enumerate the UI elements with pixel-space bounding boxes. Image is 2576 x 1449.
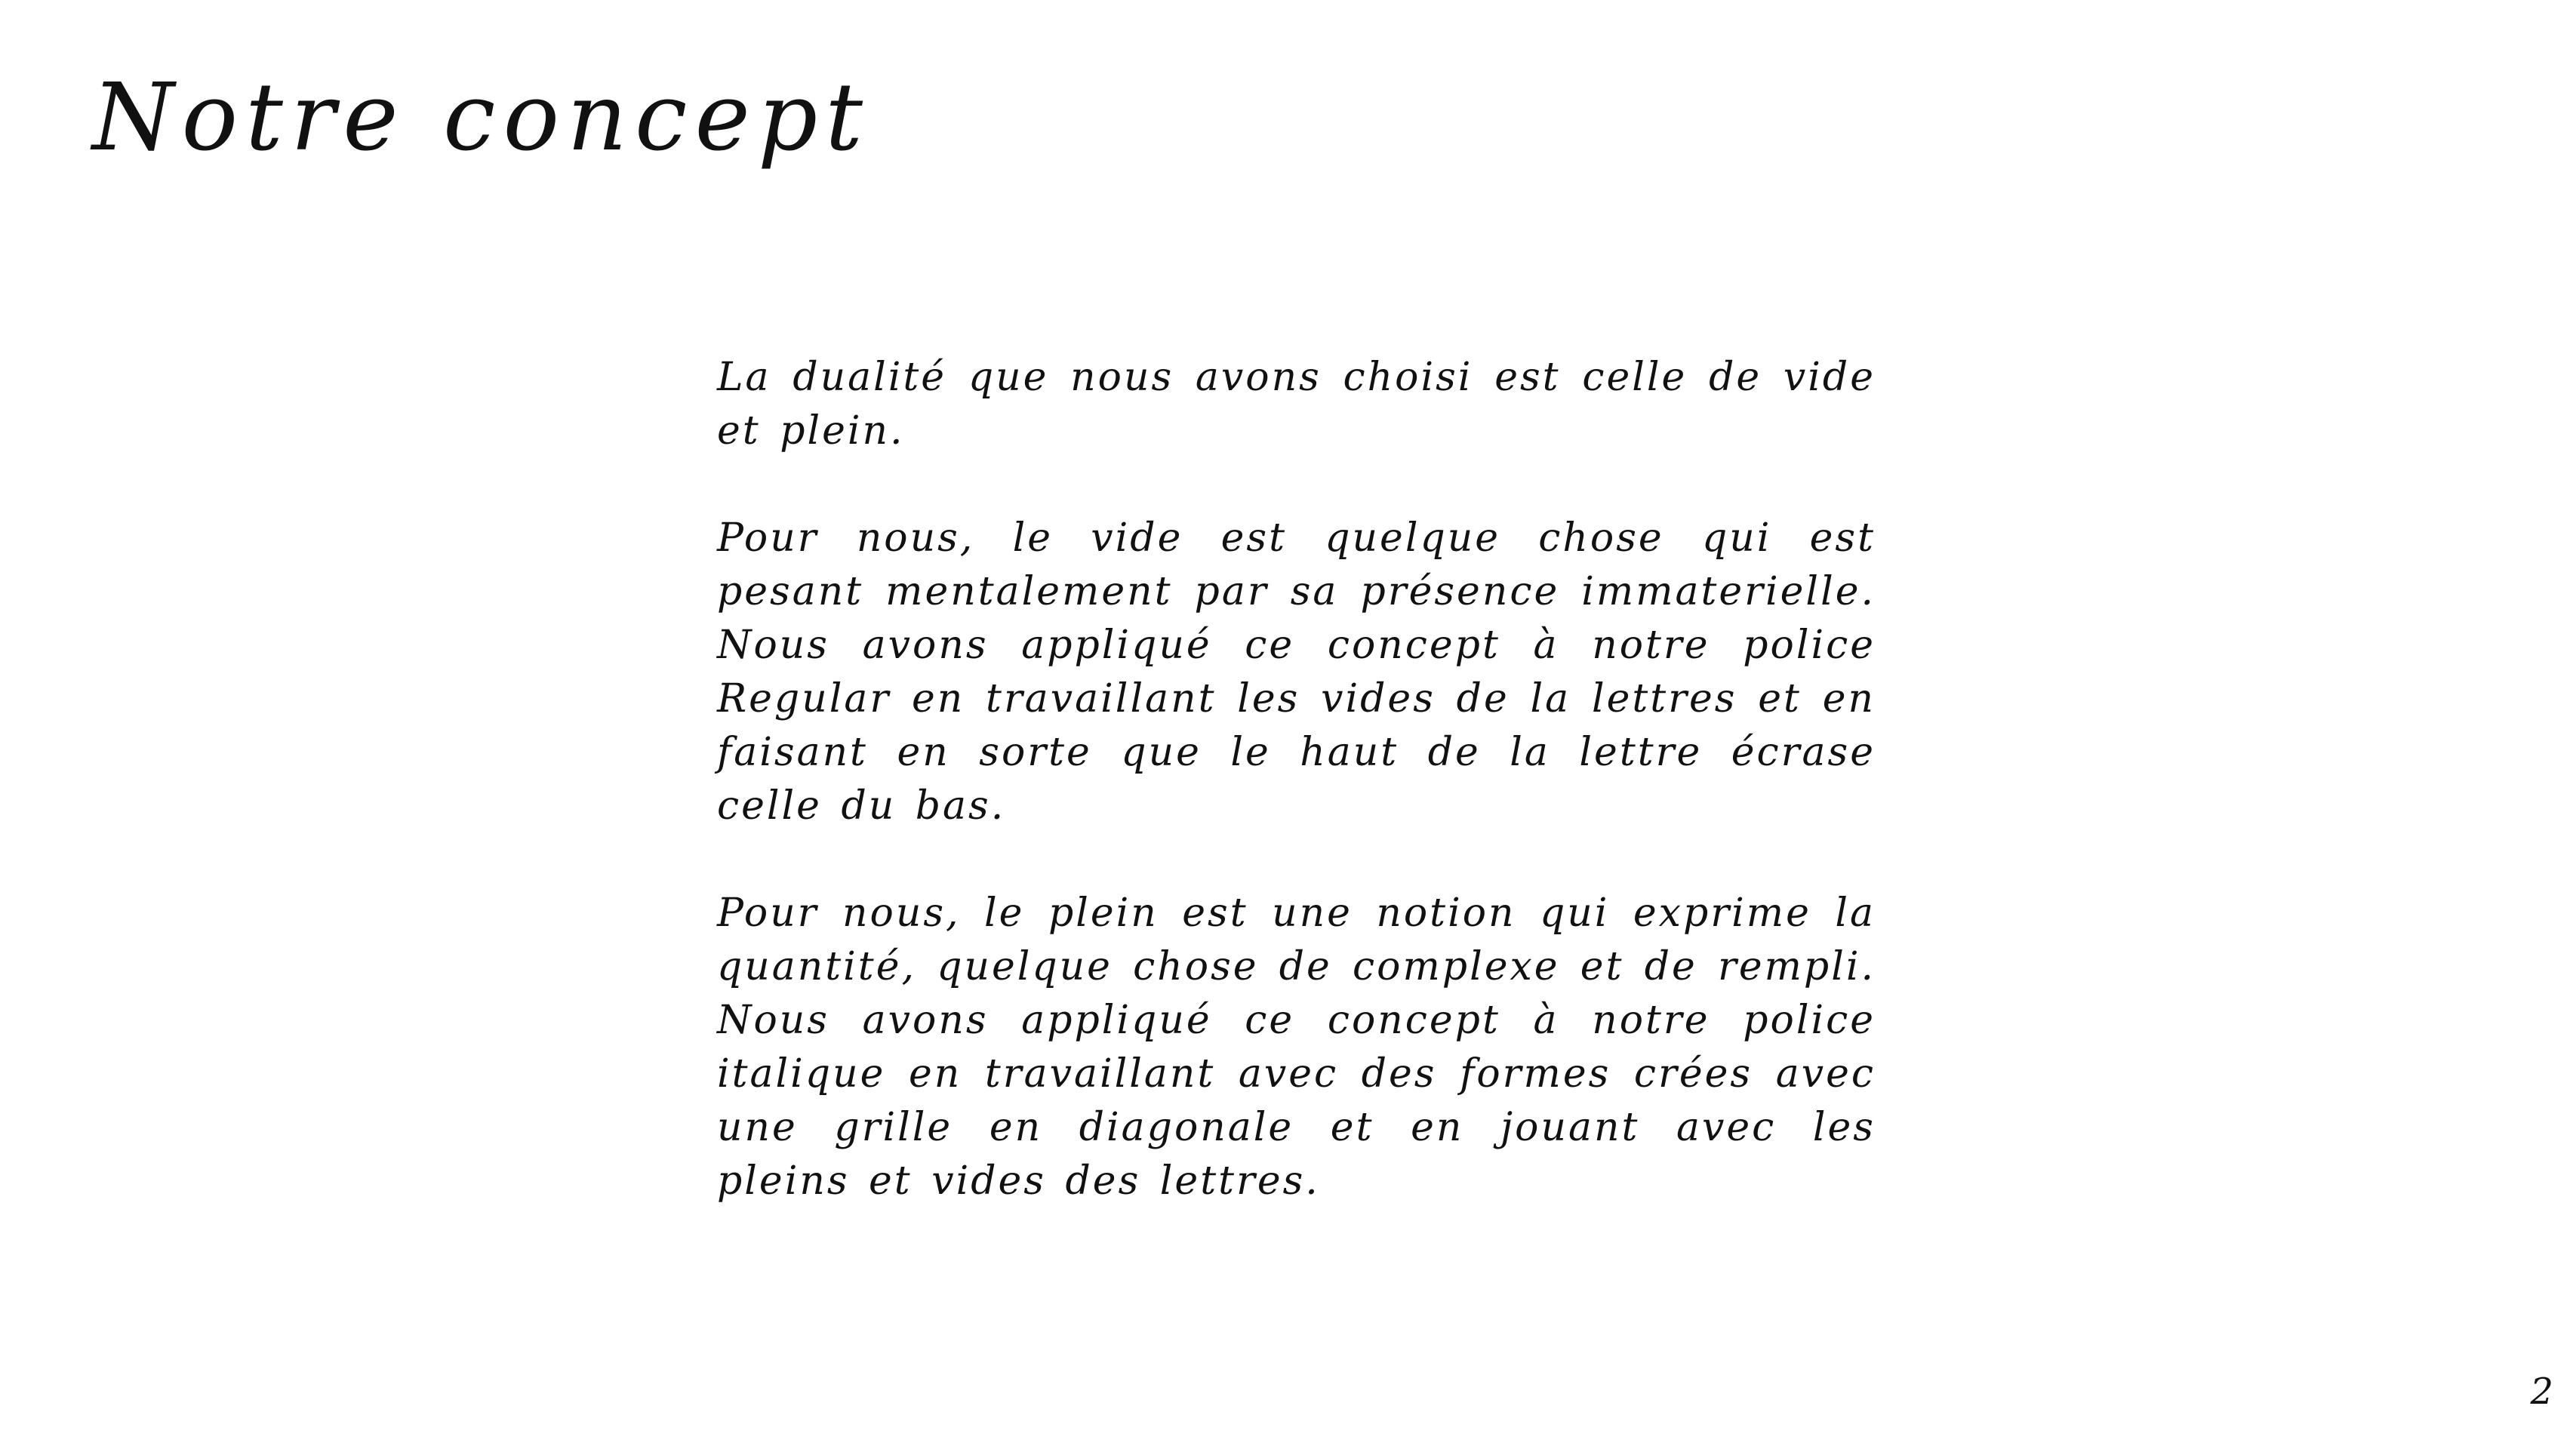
paragraph-vide: Pour nous, le vide est quelque chose qui est pesant mentalement par sa présence immaterielle. Nous avons appliqué ce concept à notre police Regular en travaillant les vides de la lettres et en faisant en sorte que le haut de la lettre écrase celle du bas. — [717, 515, 1876, 829]
body-text — [717, 351, 1876, 1208]
paragraph-duality: La dualité que nous avons choisi est celle de vide et plein. — [717, 355, 1876, 454]
page-number: 2 — [2530, 1371, 2553, 1413]
page-title: Notre concept — [92, 63, 871, 172]
paragraph-plein: Pour nous, le plein est une notion qui exprime la quantité, quelque chose de complexe et de rempli. Nous avons appliqué ce concept à notre police italique en travaillant avec des formes crées avec une grille en diagonale et en jouant avec les pleins et vides des lettres. — [717, 891, 1876, 1204]
